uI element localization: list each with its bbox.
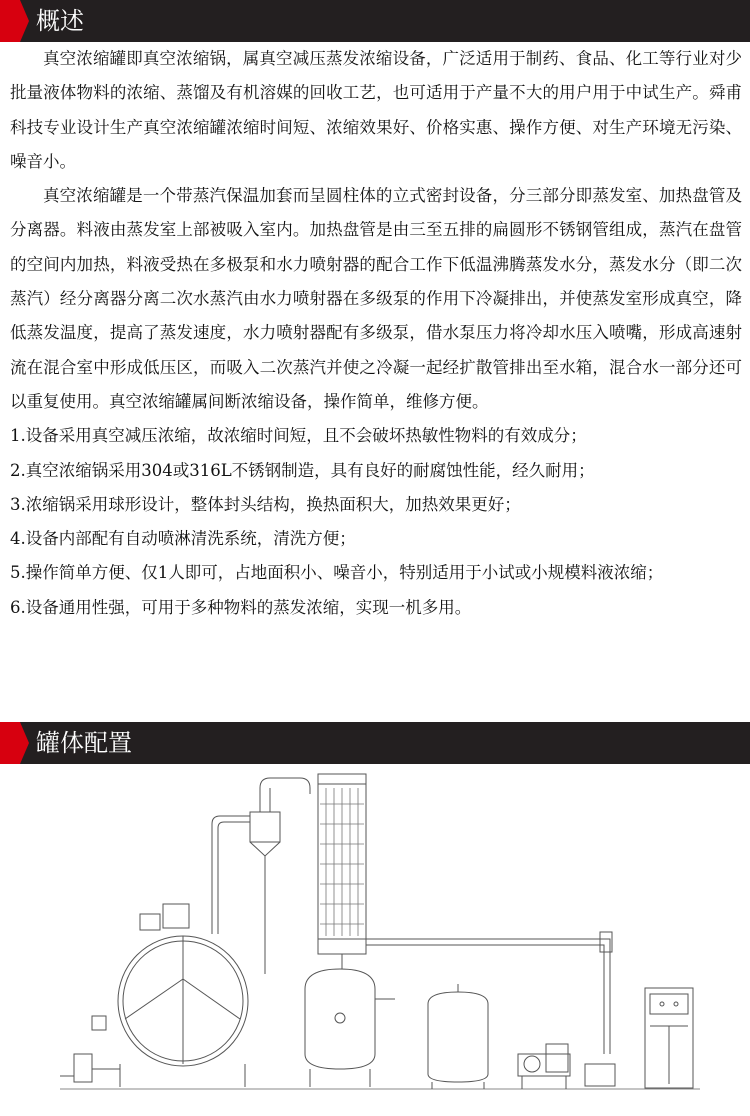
feature-item-2: 2.真空浓缩锅采用304或316L不锈钢制造，具有良好的耐腐蚀性能，经久耐用； [10,460,595,480]
vacuum-pump-drawing [518,1044,615,1089]
equipment-drawing [0,764,750,1112]
condenser-column-drawing [318,774,366,969]
banner-arrow-icon [20,722,29,764]
section-banner-overview [0,0,750,42]
overview-paragraph-1: 真空浓缩罐即真空浓缩锅，属真空减压蒸发浓缩设备，广泛适用于制药、食品、化工等行业对少批量液体物料的浓缩、蒸馏及有机溶媒的回收工艺，也可适用于产量不大的用户用于中试生产。舜甫科技专业设计生产真空浓缩罐浓缩时间短、浓缩效果好、价格实惠、操作方便、对生产环境无污染、噪音小。 [10,49,742,171]
banner-arrow-icon [20,0,29,42]
section-title: 罐体配置 [36,729,132,757]
feature-item-6: 6.设备通用性强，可用于多种物料的蒸发浓缩，实现一机多用。 [10,597,472,617]
control-cabinet-drawing [645,988,693,1088]
feature-item-3: 3.浓缩锅采用球形设计，整体封头结构，换热面积大，加热效果更好； [10,494,521,514]
section-title: 概述 [36,7,84,35]
section-banner-config [0,722,750,764]
overview-paragraph-2: 真空浓缩罐是一个带蒸汽保温加套而呈圆柱体的立式密封设备，分三部分即蒸发室、加热盘管及分离器。料液由蒸发室上部被吸入室内。加热盘管是由三至五排的扁圆形不锈钢管组成，蒸汽在盘管的空间内加热，料液受热在多极泵和水力喷射器的配合工作下低温沸腾蒸发水分，蒸发水分（即二次蒸汽）经分离器分离二次水蒸汽由水力喷射器在多级泵的作用下冷凝排出，并使蒸发室形成真空，降低蒸发温度，提高了蒸发速度，水力喷射器配有多级泵，借水泵压力将冷却水压入喷嘴，形成高速射流在混合室中形成低压区，而吸入二次蒸汽并使之冷凝一起经扩散管排出至水箱，混合水一部分还可以重复使用。真空浓缩罐属间断浓缩设备，操作简单，维修方便。 [10,186,742,411]
feature-item-1: 1.设备采用真空减压浓缩，故浓缩时间短，且不会破坏热敏性物料的有效成分； [10,426,587,446]
feature-item-5: 5.操作简单方便、仅1人即可，占地面积小、噪音小，特别适用于小试或小规模料液浓缩； [10,563,664,583]
feature-item-4: 4.设备内部配有自动喷淋清洗系统，清洗方便； [10,529,356,549]
spherical-tank-drawing [60,904,248,1087]
water-pipe-drawing [366,932,612,1054]
receiver-tank-drawing [305,969,395,1087]
overview-content [10,42,742,625]
banner-accent [0,722,20,764]
banner-accent [0,0,20,42]
vapour-pipe-drawing [212,778,310,974]
water-tank-drawing [428,984,488,1089]
